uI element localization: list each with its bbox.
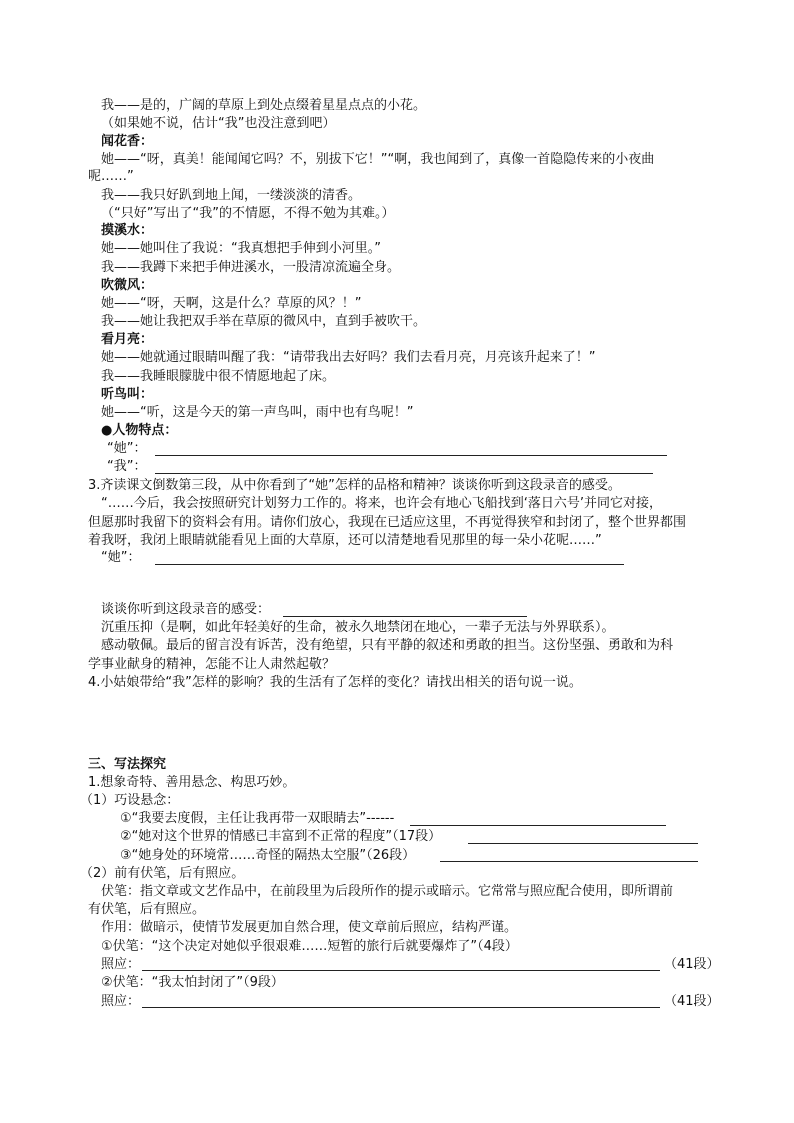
text-line: 着我呀，我闭上眼睛就能看见上面的大草原，还可以清楚地看见那里的每一朵小花呢……” xyxy=(88,533,602,548)
answer-label: “我”： xyxy=(107,459,147,474)
answer-blank[interactable] xyxy=(155,564,624,565)
section-label: ●人物特点： xyxy=(101,423,178,438)
answer-blank[interactable] xyxy=(283,616,527,617)
text-line: ②伏笔：“我太怕封闭了”（9段） xyxy=(101,975,284,990)
text-line: 作用：做暗示，使情节发展更加自然合理，使文章前后照应，结构严谨。 xyxy=(101,920,518,935)
answer-blank[interactable] xyxy=(410,825,666,826)
text-line: 她——“呀，天啊，这是什么？草原的风？！” xyxy=(101,296,362,311)
answer-label: 谈谈你听到这段录音的感受： xyxy=(101,602,271,617)
text-line: ①伏笔：“这个决定对她似乎很艰难……短暂的旅行后就要爆炸了”（4段） xyxy=(101,939,518,954)
answer-label: 照应： xyxy=(101,957,141,972)
answer-label: “她”： xyxy=(107,441,147,456)
answer-label: “她”： xyxy=(101,550,141,565)
text-line: 有伏笔，后有照应。 xyxy=(88,902,206,917)
section-label: 看月亮： xyxy=(101,332,154,347)
section-label: 听鸟叫： xyxy=(101,387,154,402)
text-line: ①“我要去度假，主任让我再带一双眼睛去”------ xyxy=(120,811,395,826)
paragraph-ref: （41段） xyxy=(664,994,720,1009)
answer-blank[interactable] xyxy=(142,1007,660,1008)
text-line: ②“她对这个世界的情感已丰富到不正常的程度”（17段） xyxy=(120,829,442,844)
text-line: 她——“听，这是今天的第一声鸟叫，雨中也有鸟呢！” xyxy=(101,405,414,420)
text-line: 沉重压抑（是啊，如此年轻美好的生命，被永久地禁闭在地心，一辈子无法与外界联系）。 xyxy=(101,620,615,635)
text-line: ③“她身处的环境常……奇怪的隔热太空服”（26段） xyxy=(120,848,416,863)
section-label: 摸溪水： xyxy=(101,223,154,238)
text-line: 我——她让我把双手举在草原的微风中，直到手被吹干。 xyxy=(101,314,427,329)
answer-blank[interactable] xyxy=(468,843,698,844)
section-heading: 三、写法探究 xyxy=(88,757,167,772)
question-3: 3.齐读课文倒数第三段，从中你看到了“她”怎样的品格和精神？谈谈你听到这段录音的感受。 xyxy=(88,478,621,493)
text-line: （1）巧设悬念： xyxy=(80,793,180,808)
answer-blank[interactable] xyxy=(155,473,653,474)
section-label: 闻花香： xyxy=(101,134,154,149)
section-label: 吹微风： xyxy=(101,278,154,293)
text-line: 她——“呀，真美！能闻闻它吗？不，别拔下它！”“啊，我也闻到了，真像一首隐隐传来的小夜曲 xyxy=(101,152,655,167)
text-line: 我——我只好趴到地上闻，一缕淡淡的清香。 xyxy=(101,188,362,203)
text-line: 学事业献身的精神，怎能不让人肃然起敬？ xyxy=(88,657,336,672)
text-line: （如果她不说，估计“我”也没注意到吧） xyxy=(101,116,336,131)
text-line: 感动敬佩。最后的留言没有诉苦，没有绝望，只有平静的叙述和勇敢的担当。这份坚强、勇敢和为科 xyxy=(101,638,674,653)
text-line: 我——是的，广阔的草原上到处点缀着星星点点的小花。 xyxy=(101,98,427,113)
text-line: 伏笔：指文章或文艺作品中，在前段里为后段所作的提示或暗示。它常常与照应配合使用，即所谓前 xyxy=(101,884,674,899)
paragraph-ref: （41段） xyxy=(664,957,720,972)
answer-label: 照应： xyxy=(101,994,141,1009)
answer-blank[interactable] xyxy=(440,861,698,862)
text-line: 她——她就通过眼睛叫醒了我：“请带我出去好吗？我们去看月亮，月亮该升起来了！” xyxy=(101,350,596,365)
text-line: “……今后，我会按照研究计划努力工作的。将来，也许会有地心飞船找到‘落日六号’并同它对接， xyxy=(101,496,663,511)
text-line: 但愿那时我留下的资料会有用。请你们放心，我现在已适应这里，不再觉得狭窄和封闭了，整个世界都围 xyxy=(88,515,687,530)
text-line: 1.想象奇特、善用悬念、构思巧妙。 xyxy=(88,775,296,790)
answer-blank[interactable] xyxy=(155,455,667,456)
answer-blank[interactable] xyxy=(142,970,660,971)
text-line: 我——我睡眼朦胧中很不情愿地起了床。 xyxy=(101,369,336,384)
text-line: （2）前有伏笔，后有照应。 xyxy=(80,866,245,881)
text-line: （“只好”写出了“我”的不情愿，不得不勉为其难。） xyxy=(101,206,395,221)
text-line: 她——她叫住了我说：“我真想把手伸到小河里。” xyxy=(101,241,381,256)
question-4: 4.小姑娘带给“我”怎样的影响？我的生活有了怎样的变化？请找出相关的语句说一说。 xyxy=(88,675,582,690)
text-line: 我——我蹲下来把手伸进溪水，一股清凉流遍全身。 xyxy=(101,260,401,275)
text-line: 呢……” xyxy=(88,169,134,184)
